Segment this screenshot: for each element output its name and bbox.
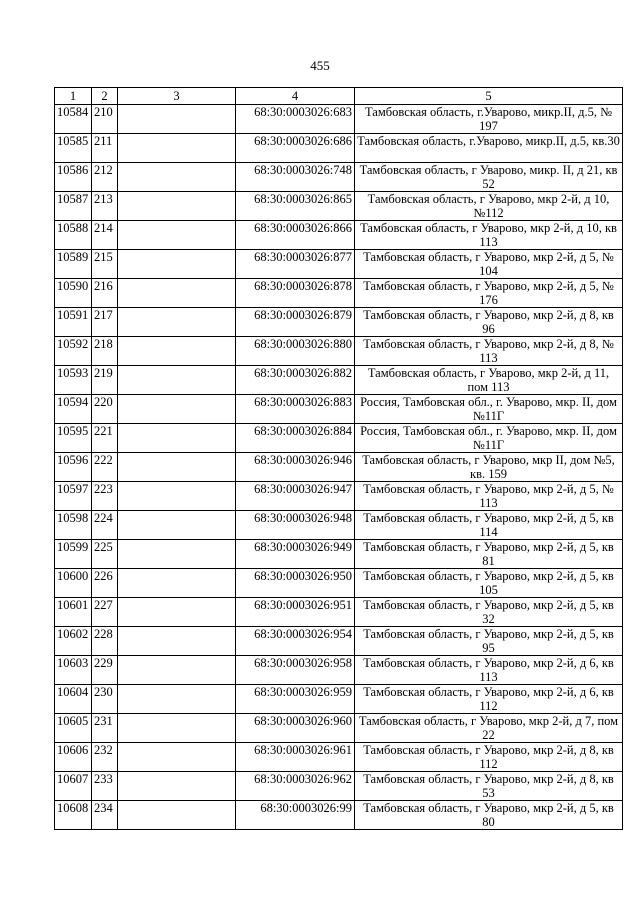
column-header-2: 2 <box>92 88 118 105</box>
row-number-cell: 10589 <box>55 250 92 279</box>
address-cell: Тамбовская область, г Уварово, мкр 2-й, д 5, № 104 <box>355 250 623 279</box>
address-cell: Тамбовская область, г Уварово, мкр 2-й, д 6, кв 113 <box>355 656 623 685</box>
cadastral-number-cell: 68:30:0003026:686 <box>236 134 355 163</box>
table-row <box>55 105 623 134</box>
row-column3-cell <box>118 395 236 424</box>
row-number-cell: 10587 <box>55 192 92 221</box>
row-number-cell: 10601 <box>55 598 92 627</box>
table-row <box>55 772 623 801</box>
table-row <box>55 685 623 714</box>
row-number-cell: 10599 <box>55 540 92 569</box>
cadastral-number-cell: 68:30:0003026:948 <box>236 511 355 540</box>
row-number-cell: 10591 <box>55 308 92 337</box>
table-body <box>55 105 623 830</box>
address-cell: Тамбовская область, г Уварово, мкр 2-й, д 11, пом 113 <box>355 366 623 395</box>
cadastral-number-cell: 68:30:0003026:99 <box>236 801 355 830</box>
row-number-cell: 10594 <box>55 395 92 424</box>
cadastral-number-cell: 68:30:0003026:883 <box>236 395 355 424</box>
table-row <box>55 192 623 221</box>
row-column3-cell <box>118 192 236 221</box>
row-number-cell: 10605 <box>55 714 92 743</box>
row-column3-cell <box>118 743 236 772</box>
address-cell: Тамбовская область, г Уварово, мкр 2-й, д 5, кв 32 <box>355 598 623 627</box>
row-column3-cell <box>118 337 236 366</box>
row-number-cell: 10604 <box>55 685 92 714</box>
table-row <box>55 453 623 482</box>
row-column3-cell <box>118 685 236 714</box>
address-cell: Тамбовская область, г Уварово, мкр 2-й, д 8, № 113 <box>355 337 623 366</box>
address-cell: Тамбовская область, г Уварово, мкр 2-й, д 8, кв 53 <box>355 772 623 801</box>
column-header-4: 4 <box>236 88 355 105</box>
address-cell: Тамбовская область, г Уварово, мкр 2-й, д 10, №112 <box>355 192 623 221</box>
cadastral-number-cell: 68:30:0003026:879 <box>236 308 355 337</box>
address-cell: Тамбовская область, г Уварово, мкр 2-й, д 5, кв 95 <box>355 627 623 656</box>
row-column3-cell <box>118 366 236 395</box>
row-number-cell: 10585 <box>55 134 92 163</box>
row-index-cell: 223 <box>92 482 118 511</box>
row-column3-cell <box>118 482 236 511</box>
row-index-cell: 233 <box>92 772 118 801</box>
table-row <box>55 569 623 598</box>
row-column3-cell <box>118 308 236 337</box>
address-cell: Тамбовская область, г Уварово, мкр II, дом №5, кв. 159 <box>355 453 623 482</box>
cadastral-number-cell: 68:30:0003026:950 <box>236 569 355 598</box>
cadastral-number-cell: 68:30:0003026:954 <box>236 627 355 656</box>
row-index-cell: 212 <box>92 163 118 192</box>
row-number-cell: 10595 <box>55 424 92 453</box>
table-row <box>55 714 623 743</box>
cadastral-number-cell: 68:30:0003026:958 <box>236 656 355 685</box>
address-cell: Тамбовская область, г.Уварово, микр.II, д.5, кв.30 <box>355 134 623 163</box>
row-index-cell: 221 <box>92 424 118 453</box>
column-header-1: 1 <box>55 88 92 105</box>
row-column3-cell <box>118 511 236 540</box>
row-column3-cell <box>118 598 236 627</box>
row-column3-cell <box>118 540 236 569</box>
table-row <box>55 134 623 163</box>
table-row <box>55 801 623 830</box>
row-number-cell: 10608 <box>55 801 92 830</box>
row-index-cell: 222 <box>92 453 118 482</box>
cadastral-number-cell: 68:30:0003026:961 <box>236 743 355 772</box>
address-cell: Тамбовская область, г Уварово, мкр 2-й, д 5, кв 105 <box>355 569 623 598</box>
cadastral-number-cell: 68:30:0003026:683 <box>236 105 355 134</box>
row-index-cell: 225 <box>92 540 118 569</box>
address-cell: Тамбовская область, г Уварово, мкр 2-й, д 10, кв 113 <box>355 221 623 250</box>
row-column3-cell <box>118 134 236 163</box>
row-index-cell: 214 <box>92 221 118 250</box>
page-number: 455 <box>310 58 330 73</box>
row-index-cell: 219 <box>92 366 118 395</box>
table-row <box>55 598 623 627</box>
table-row <box>55 395 623 424</box>
table-row <box>55 279 623 308</box>
row-number-cell: 10600 <box>55 569 92 598</box>
row-index-cell: 220 <box>92 395 118 424</box>
table-row <box>55 511 623 540</box>
table-row <box>55 337 623 366</box>
row-index-cell: 215 <box>92 250 118 279</box>
row-index-cell: 210 <box>92 105 118 134</box>
address-cell: Тамбовская область, г Уварово, мкр 2-й, д 8, кв 96 <box>355 308 623 337</box>
address-cell: Тамбовская область, г Уварово, мкр 2-й, д 5, № 113 <box>355 482 623 511</box>
row-number-cell: 10588 <box>55 221 92 250</box>
row-number-cell: 10598 <box>55 511 92 540</box>
cadastral-number-cell: 68:30:0003026:880 <box>236 337 355 366</box>
cadastral-number-cell: 68:30:0003026:962 <box>236 772 355 801</box>
table-row <box>55 656 623 685</box>
row-number-cell: 10603 <box>55 656 92 685</box>
address-cell: Тамбовская область, г Уварово, мкр 2-й, д 5, кв 81 <box>355 540 623 569</box>
cadastral-number-cell: 68:30:0003026:946 <box>236 453 355 482</box>
row-column3-cell <box>118 569 236 598</box>
table-row <box>55 627 623 656</box>
row-column3-cell <box>118 772 236 801</box>
row-number-cell: 10596 <box>55 453 92 482</box>
row-column3-cell <box>118 424 236 453</box>
row-index-cell: 230 <box>92 685 118 714</box>
table-row <box>55 308 623 337</box>
row-index-cell: 232 <box>92 743 118 772</box>
row-column3-cell <box>118 279 236 308</box>
address-cell: Тамбовская область, г Уварово, мкр 2-й, д 5, № 176 <box>355 279 623 308</box>
row-column3-cell <box>118 714 236 743</box>
row-column3-cell <box>118 656 236 685</box>
address-cell: Тамбовская область, г Уварово, микр. II, д 21, кв 52 <box>355 163 623 192</box>
address-cell: Россия, Тамбовская обл., г. Уварово, мкр. II, дом №11Г <box>355 395 623 424</box>
address-cell: Тамбовская область, г.Уварово, микр.II, д.5, № 197 <box>355 105 623 134</box>
row-index-cell: 229 <box>92 656 118 685</box>
row-number-cell: 10584 <box>55 105 92 134</box>
cadastral-number-cell: 68:30:0003026:866 <box>236 221 355 250</box>
address-cell: Тамбовская область, г Уварово, мкр 2-й, д 5, кв 80 <box>355 801 623 830</box>
row-index-cell: 211 <box>92 134 118 163</box>
row-number-cell: 10597 <box>55 482 92 511</box>
table-row <box>55 250 623 279</box>
address-cell: Россия, Тамбовская обл., г. Уварово, мкр. II, дом №11Г <box>355 424 623 453</box>
cadastral-number-cell: 68:30:0003026:877 <box>236 250 355 279</box>
address-cell: Тамбовская область, г Уварово, мкр 2-й, д 5, кв 114 <box>355 511 623 540</box>
row-column3-cell <box>118 250 236 279</box>
row-number-cell: 10586 <box>55 163 92 192</box>
row-index-cell: 217 <box>92 308 118 337</box>
address-cell: Тамбовская область, г Уварово, мкр 2-й, д 7, пом 22 <box>355 714 623 743</box>
row-index-cell: 231 <box>92 714 118 743</box>
row-column3-cell <box>118 801 236 830</box>
row-number-cell: 10606 <box>55 743 92 772</box>
column-header-3: 3 <box>118 88 236 105</box>
cadastral-number-cell: 68:30:0003026:947 <box>236 482 355 511</box>
row-index-cell: 213 <box>92 192 118 221</box>
row-number-cell: 10592 <box>55 337 92 366</box>
column-header-5: 5 <box>355 88 623 105</box>
row-number-cell: 10590 <box>55 279 92 308</box>
table-row <box>55 366 623 395</box>
cadastral-number-cell: 68:30:0003026:959 <box>236 685 355 714</box>
row-index-cell: 226 <box>92 569 118 598</box>
row-index-cell: 234 <box>92 801 118 830</box>
cadastral-number-cell: 68:30:0003026:960 <box>236 714 355 743</box>
cadastral-number-cell: 68:30:0003026:865 <box>236 192 355 221</box>
row-index-cell: 216 <box>92 279 118 308</box>
cadastral-number-cell: 68:30:0003026:951 <box>236 598 355 627</box>
row-column3-cell <box>118 627 236 656</box>
row-number-cell: 10607 <box>55 772 92 801</box>
header-row <box>55 88 623 105</box>
cadastral-number-cell: 68:30:0003026:882 <box>236 366 355 395</box>
row-index-cell: 224 <box>92 511 118 540</box>
row-index-cell: 227 <box>92 598 118 627</box>
row-index-cell: 228 <box>92 627 118 656</box>
address-cell: Тамбовская область, г Уварово, мкр 2-й, д 6, кв 112 <box>355 685 623 714</box>
table-row <box>55 743 623 772</box>
table-row <box>55 424 623 453</box>
cadastral-number-cell: 68:30:0003026:949 <box>236 540 355 569</box>
address-cell: Тамбовская область, г Уварово, мкр 2-й, д 8, кв 112 <box>355 743 623 772</box>
cadastral-number-cell: 68:30:0003026:748 <box>236 163 355 192</box>
table-row <box>55 482 623 511</box>
table-row <box>55 163 623 192</box>
cadastral-number-cell: 68:30:0003026:884 <box>236 424 355 453</box>
row-number-cell: 10593 <box>55 366 92 395</box>
registry-table <box>54 87 623 830</box>
table-row <box>55 540 623 569</box>
row-column3-cell <box>118 105 236 134</box>
cadastral-number-cell: 68:30:0003026:878 <box>236 279 355 308</box>
table-row <box>55 221 623 250</box>
row-column3-cell <box>118 163 236 192</box>
row-number-cell: 10602 <box>55 627 92 656</box>
row-column3-cell <box>118 453 236 482</box>
row-index-cell: 218 <box>92 337 118 366</box>
row-column3-cell <box>118 221 236 250</box>
